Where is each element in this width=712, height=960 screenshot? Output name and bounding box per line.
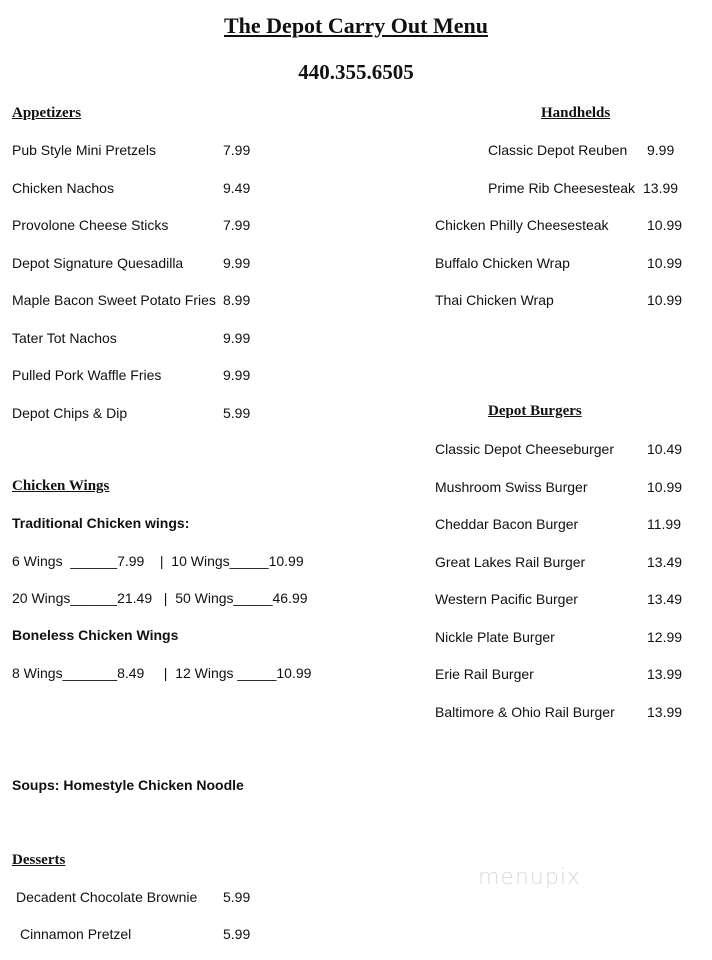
menu-item-price: 10.99	[647, 254, 683, 271]
menu-item-name: Classic Depot Reuben	[488, 142, 628, 158]
menu-item-price: 13.49	[647, 591, 683, 607]
wings-row: 20 Wings______21.49 | 50 Wings_____46.99	[12, 590, 308, 606]
menu-item-name: Western Pacific Burger	[435, 591, 578, 607]
wings-row: 8 Wings_______8.49 | 12 Wings _____10.99	[12, 665, 312, 681]
chicken-wings-heading: Chicken Wings	[12, 478, 110, 494]
menu-item-name: Cinnamon Pretzel	[20, 926, 132, 942]
phone-number: 440.355.6505	[298, 60, 414, 84]
menu-item-price: 13.99	[647, 666, 683, 682]
menu-item-price: 7.99	[223, 142, 251, 158]
menu-item-price: 10.99	[647, 478, 683, 495]
menu-item-name: Chicken Philly Cheesesteak	[435, 217, 609, 233]
appetizers-heading: Appetizers	[12, 105, 82, 121]
menu-item-price: 13.99	[647, 703, 683, 720]
menu-item-name: Maple Bacon Sweet Potato Fries	[12, 292, 216, 308]
menu-item-name: Chicken Nachos	[12, 179, 114, 196]
menu-item-price: 8.99	[223, 292, 251, 308]
menu-item-name: Tater Tot Nachos	[12, 329, 117, 346]
wings-row: 6 Wings ______7.99 | 10 Wings_____10.99	[12, 553, 304, 569]
menu-title: The Depot Carry Out Menu	[224, 13, 488, 38]
menu-item-price: 5.99	[223, 889, 251, 905]
traditional-wings-label: Traditional Chicken wings:	[12, 515, 190, 531]
menu-item-price: 5.99	[223, 926, 251, 942]
menu-item-name: Depot Signature Quesadilla	[12, 254, 184, 271]
menu-item-name: Thai Chicken Wrap	[435, 292, 554, 308]
menu-item-name: Cheddar Bacon Burger	[435, 516, 579, 532]
menu-item-name: Buffalo Chicken Wrap	[435, 254, 570, 271]
menu-item-name: Classic Depot Cheeseburger	[435, 441, 614, 457]
menu-item-name: Pub Style Mini Pretzels	[12, 142, 156, 158]
menu-item-name: Pulled Pork Waffle Fries	[12, 367, 162, 383]
menu-item-name: Provolone Cheese Sticks	[12, 217, 169, 233]
menu-item-price: 10.99	[647, 292, 683, 308]
burgers-heading: Depot Burgers	[488, 403, 582, 419]
watermark-logo: menupix	[478, 865, 581, 890]
menu-item-price: 11.99	[647, 516, 681, 532]
menu-item-price: 9.99	[223, 329, 251, 346]
menu-item-name: Erie Rail Burger	[435, 666, 534, 682]
soups-line: Soups: Homestyle Chicken Noodle	[12, 777, 244, 793]
menu-item-price: 10.49	[647, 441, 683, 457]
menu-item-price: 9.99	[223, 254, 251, 271]
boneless-wings-label: Boneless Chicken Wings	[12, 627, 179, 643]
menu-item-name: Mushroom Swiss Burger	[435, 478, 588, 495]
menu-item-price: 9.49	[223, 179, 251, 196]
menu-item-price: 7.99	[223, 217, 251, 233]
handhelds-heading: Handhelds	[541, 105, 611, 121]
menu-item-price: 5.99	[223, 404, 251, 421]
menu-item-price: 13.49	[647, 553, 683, 570]
desserts-heading: Desserts	[12, 852, 66, 868]
menu-item-name: Baltimore & Ohio Rail Burger	[435, 703, 615, 720]
menu-item-name: Prime Rib Cheesesteak	[488, 179, 636, 196]
menu-item-name: Great Lakes Rail Burger	[435, 553, 586, 570]
menu-item-price: 9.99	[647, 142, 675, 158]
menu-item-price: 10.99	[647, 217, 683, 233]
menu-item-price: 9.99	[223, 367, 251, 383]
menu-item-name: Depot Chips & Dip	[12, 404, 128, 421]
menu-item-name: Decadent Chocolate Brownie	[16, 889, 198, 905]
menu-item-price: 12.99	[647, 628, 683, 645]
menu-item-name: Nickle Plate Burger	[435, 628, 555, 645]
menu-item-price: 13.99	[643, 179, 679, 196]
